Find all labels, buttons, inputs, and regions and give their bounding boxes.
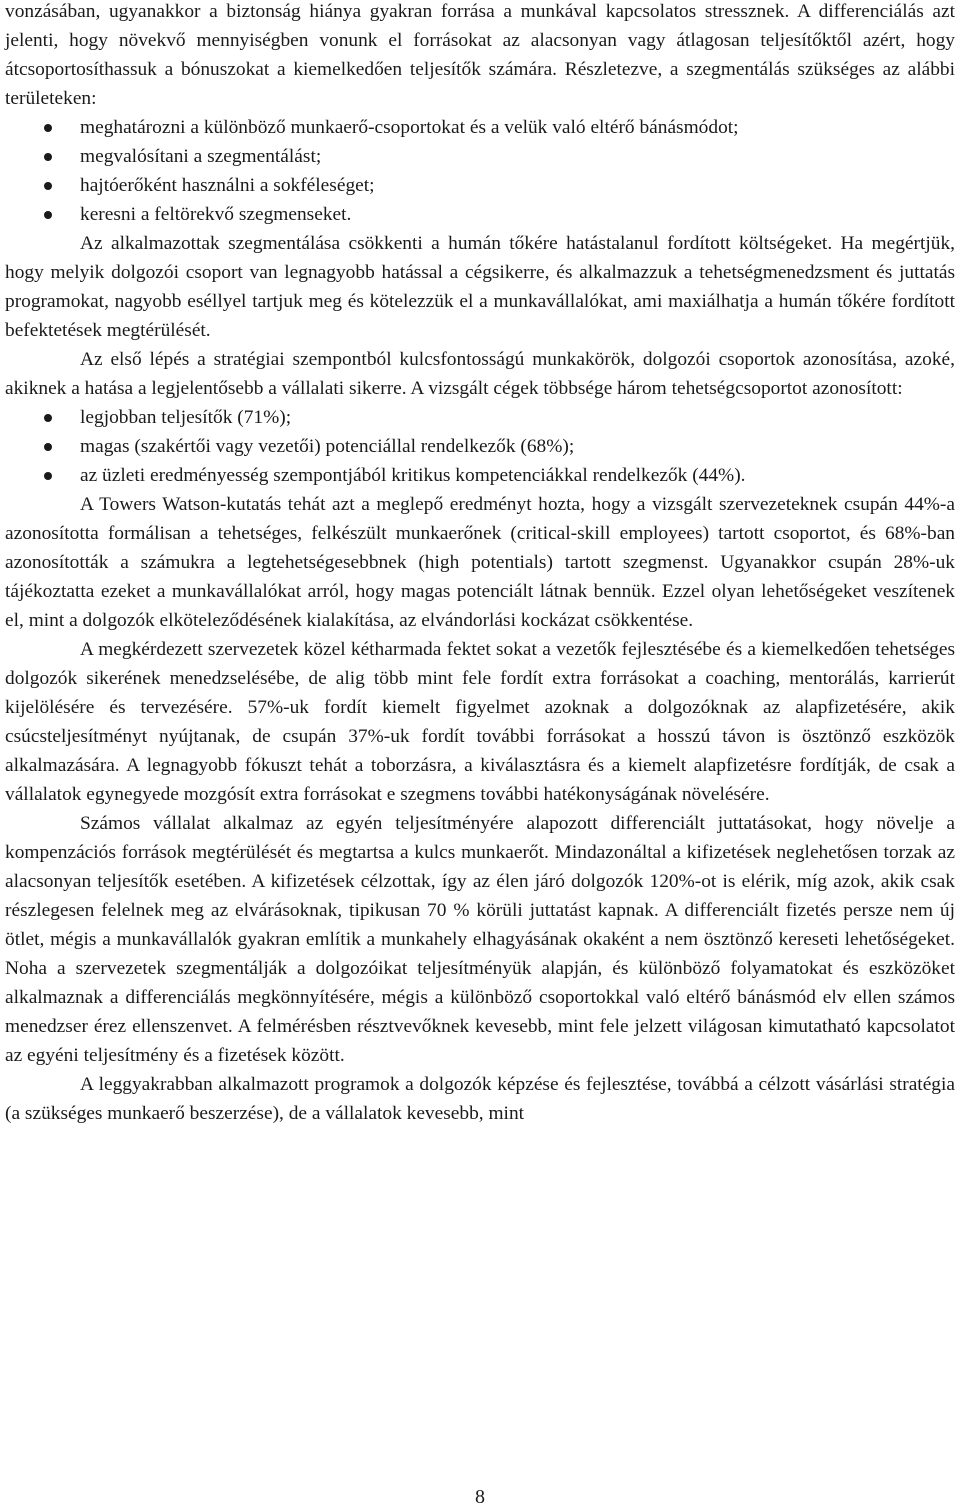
- list-item: [5, 200, 955, 229]
- list-item-text: legjobban teljesítők (71%);: [80, 407, 292, 428]
- paragraph-towers-watson: A Towers Watson-kutatás tehát azt a meglepő eredményt hozta, hogy a vizsgált szervezeteknek csupán 44%-a azonosította formálisan a tehetséges, felkészült munkaerőnek (critical-skill employees) tartott csoportot, és 68%-ban azonosították a számukra a legtehetségesebbnek (high potentials) tartott szegmenst. Ugyanakkor csupán 28%-uk tájékoztatta ezeket a munkavállalókat arról, hogy magas potenciált látnak bennük. Ezzel olyan lehetőségeket veszítenek el, mint a dolgozók elköteleződésének kialakítása, az elvándorlási kockázat csökkentése.: [5, 494, 955, 631]
- bullet-icon: [44, 211, 52, 219]
- paragraph-first-step: Az első lépés a stratégiai szempontból kulcsfontosságú munkakörök, dolgozói csoportok azonosítása, azoké, akiknek a hatása a legjelentősebb a vállalati sikerre. A vizsgált cégek többsége három tehetségcsoportot azonosított:: [5, 349, 955, 399]
- paragraph-leader-development: A megkérdezett szervezetek közel kétharmada fektet sokat a vezetők fejlesztésébe és a kiemelkedően tehetséges dolgozók sikerének menedzselésébe, de alig több mint fele fordít extra forrásokat a coaching, mentorálás, karrierút kijelölésére és tervezésére. 57%-uk fordít kiemelt figyelmet azoknak a dolgozóknak az alapfizetésére, akik csúcsteljesítményt nyújtanak, de csupán 37%-uk fordít további forrásokat a hosszú távon is ösztönző eszközök alkalmazására. A legnagyobb fókuszt tehát a toborzásra, a kiválasztásra és a kiemelt alapfizetésre fordítják, de csak a vállalatok egynegyede mozgósít extra forrásokat e szegmens további hatékonyságának növelésére.: [5, 639, 955, 805]
- list-item: [5, 113, 955, 142]
- bullet-icon: [44, 182, 52, 190]
- paragraph-differentiated-pay: Számos vállalat alkalmaz az egyén teljesítményére alapozott differenciált juttatásokat, hogy növelje a kompenzációs források megtérülését és megtartsa a kulcs munkaerőt. Mindazonáltal a kifizetések neglehetősen torzak az alacsonyan teljesítők esetében. A kifizetések célzottak, így az élen járó dolgozók 120%-ot is elérik, míg azok, akik csak részlegesen felelnek meg az elvárásoknak, tipikusan 70 % körüli juttatást kapnak. A differenciált fizetés persze nem új ötlet, mégis a munkavállalók gyakran említik a munkahely elhagyásának okaként a nem ösztönző kereseti lehetőségeket. Noha a szervezetek szegmentálják a dolgozóikat teljesítményük alapján, és különböző folyamatokat és eszközöket alkalmaznak a differenciálás megkönnyítésére, mégis a különböző csoportokkal való eltérő bánásmód elv ellen számos menedzser érez ellenszenvet. A felmérésben résztvevőknek kevesebb, mint fele jelzett világosan kimutatható kapcsolatot az egyéni teljesítmény és a fizetések között.: [5, 813, 955, 1066]
- list-item: [5, 432, 955, 461]
- document-page: [5, 0, 955, 1128]
- page-number: 8: [475, 1486, 485, 1508]
- list-item-text: keresni a feltörekvő szegmenseket.: [80, 204, 352, 225]
- list-item: [5, 403, 955, 432]
- bullet-icon: [44, 124, 52, 132]
- bullet-icon: [44, 153, 52, 161]
- list-item-text: az üzleti eredményesség szempontjából kritikus kompetenciákkal rendelkezők (44%).: [80, 465, 746, 486]
- list-item-text: meghatározni a különböző munkaerő-csoportokat és a velük való eltérő bánásmódot;: [80, 117, 739, 138]
- list-item-text: megvalósítani a szegmentálást;: [80, 146, 322, 167]
- list-item: [5, 171, 955, 200]
- bullet-icon: [44, 472, 52, 480]
- paragraph-programs: A leggyakrabban alkalmazott programok a dolgozók képzése és fejlesztése, továbbá a célzott vásárlási stratégia (a szükséges munkaerő beszerzése), de a vállalatok kevesebb, mint: [5, 1074, 955, 1124]
- bullet-icon: [44, 414, 52, 422]
- list-item-text: magas (szakértői vagy vezetői) potenciállal rendelkezők (68%);: [80, 436, 575, 457]
- bullet-list-talent-groups: [5, 403, 955, 490]
- list-item: [5, 142, 955, 171]
- paragraph-segmentation-costs: Az alkalmazottak szegmentálása csökkenti a humán tőkére hatástalanul fordított költségeket. Ha megértjük, hogy melyik dolgozói csoport van legnagyobb hatással a cégsikerre, és alkalmazzuk a tehetségmenedzsment és juttatás programokat, nagyobb eséllyel tartjuk meg és kötelezzük el a munkavállalókat, ami maxiálhatja a humán tőkére fordított befektetések megtérülését.: [5, 233, 955, 341]
- list-item: [5, 461, 955, 490]
- bullet-icon: [44, 443, 52, 451]
- bullet-list-segmentation: [5, 113, 955, 229]
- list-item-text: hajtóerőként használni a sokféleséget;: [80, 175, 375, 196]
- paragraph-intro: vonzásában, ugyanakkor a biztonság hiánya gyakran forrása a munkával kapcsolatos stressznek. A differenciálás azt jelenti, hogy növekvő mennyiségben vonunk el forrásokat az alacsonyan vagy átlagosan teljesítőktől azért, hogy átcsoportosíthassuk a bónuszokat a kiemelkedően teljesítők számára. Részletezve, a szegmentálás szükséges az alábbi területeken:: [5, 1, 955, 109]
